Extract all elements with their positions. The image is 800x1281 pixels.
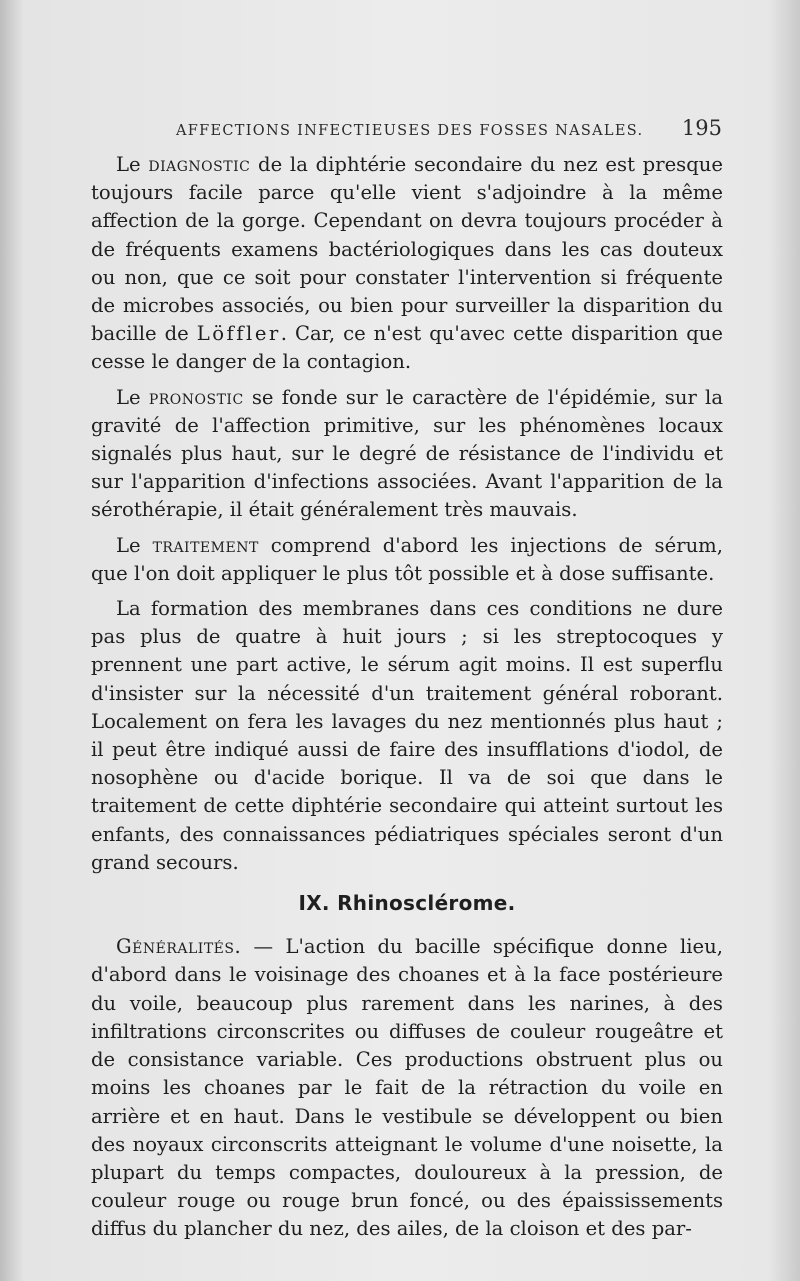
- keyword-diagnostic: diagnostic: [148, 153, 251, 176]
- section-heading: IX. Rhinosclérome.: [298, 891, 516, 916]
- page-header: [176, 116, 722, 142]
- paragraph-lead: Le: [116, 533, 153, 557]
- paragraph-traitement: [91, 532, 723, 588]
- paragraph-membranes: [91, 595, 723, 877]
- paragraph-text: comprend d'abord les injections de sérum, que l'on doit appliquer le plus tôt possible et à dose suffisante.: [91, 533, 723, 585]
- keyword-generalites: Généralités.: [116, 935, 242, 959]
- paragraph-pronostic: [91, 384, 723, 525]
- paragraph-diagnostic: [91, 151, 723, 377]
- running-title: AFFECTIONS INFECTIEUSES DES FOSSES NASALES.: [176, 123, 644, 139]
- paragraph-lead: Le: [116, 385, 149, 409]
- author-name: Löffler: [196, 322, 281, 346]
- paragraph-text: . Car, ce n'est qu'avec cette disparition que cesse le danger de la contagion.: [91, 322, 723, 374]
- paragraph-text: — L'action du bacille spécifique donne lieu, d'abord dans le voisinage des choanes et à la face postérieure du voile, beaucoup plus rarement dans les narines, à des infiltrations circonscrites ou diffuses de couleur rougeâtre et de consistance variable. Ces productions obstruent plus ou moins les choanes par le fait de la rétraction du voile en arrière et en haut. Dans le vestibule se développent ou bien des noyaux circonscrits atteignant le volume d'une noisette, la plupart du temps compactes, douloureux à la pression, de couleur rouge ou rouge brun foncé, ou des épaississements diffus du plancher du nez, des ailes, de la cloison et des par-: [91, 935, 723, 1241]
- paragraph-text: se fonde sur le caractère de l'épidémie, sur la gravité de l'affection primitive, sur les phénomènes locaux signalés plus haut, sur le degré de résistance de l'individu et sur l'apparition d'infections associées. Avant l'apparition de la sérothérapie, il était généralement très mauvais.: [91, 385, 724, 522]
- paragraph-text: de la diphtérie secondaire du nez est presque toujours facile parce qu'elle vient s'adjoindre à la même affection de la gorge. Cependant on devra toujours procéder à de fréquents examens bactériologiques dans les cas douteux ou non, que ce soit pour constater l'intervention si fréquente de microbes associés, ou bien pour surveiller la disparition du bacille de: [91, 153, 723, 346]
- page-number: 195: [681, 116, 722, 140]
- paragraph-text: La formation des membranes dans ces conditions ne dure pas plus de quatre à huit jours ; si les streptocoques y prennent une part active, le sérum agit moins. Il est superflu d'insister sur la nécessité d'un traitement général roborant. Localement on fera les lavages du nez mentionnés plus haut ; il peut être indiqué aussi de faire des insufflations d'iodol, de nosophène ou d'acide borique. Il va de soi que dans le traitement de cette diphtérie secondaire qui atteint surtout les enfants, des connaissances pédiatriques spéciales seront d'un grand secours.: [91, 597, 723, 874]
- paragraph-lead: Le: [116, 153, 149, 176]
- keyword-traitement: traitement: [152, 533, 259, 557]
- body-text: [91, 151, 723, 1251]
- paragraph-generalites: [91, 933, 723, 1243]
- keyword-pronostic: pronostic: [148, 385, 244, 409]
